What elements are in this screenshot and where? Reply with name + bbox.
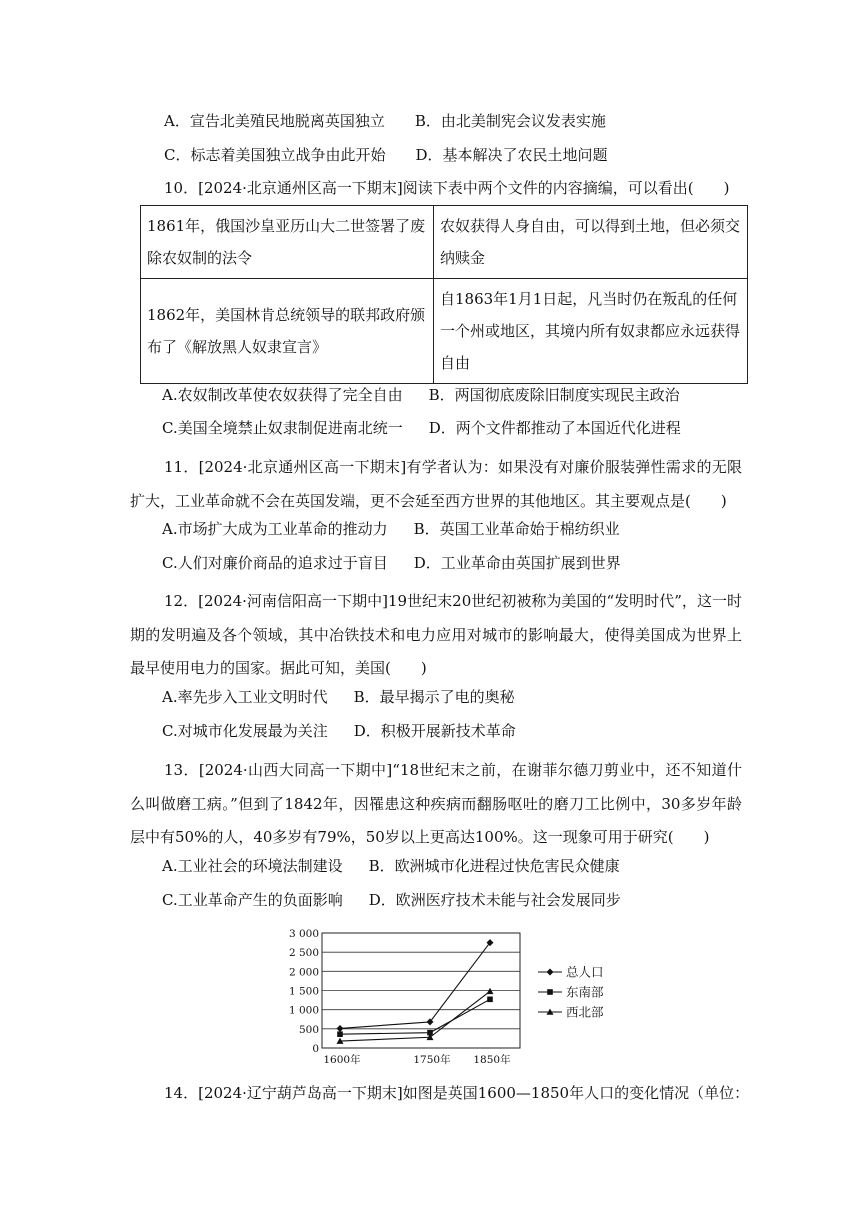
q12-options-row1 bbox=[162, 687, 515, 707]
chart-x-tick-label: 1750年 bbox=[413, 1054, 451, 1066]
q11-option-d[interactable]: D．工业革命由英国扩展到世界 bbox=[413, 554, 621, 572]
q13-options-row1 bbox=[162, 856, 620, 876]
q10-stem: 10．[2024·北京通州区高一下期末]阅读下表中两个文件的内容摘编，可以看出( ) bbox=[164, 179, 730, 197]
chart-point-square bbox=[487, 997, 493, 1003]
q10-options-row2 bbox=[162, 418, 681, 438]
q9-option-c[interactable]: C．标志着美国独立战争由此开始 bbox=[164, 146, 386, 164]
q12-option-a[interactable]: A.率先步入工业文明时代 bbox=[162, 688, 328, 706]
table-row bbox=[141, 206, 748, 279]
population-line-chart bbox=[280, 925, 620, 1070]
chart-y-tick-label: 2 000 bbox=[288, 966, 319, 979]
q10-option-d[interactable]: D．两个文件都推动了本国近代化进程 bbox=[428, 419, 681, 437]
q11-option-b[interactable]: B．英国工业革命始于棉纺织业 bbox=[413, 520, 620, 538]
table-cell: 1862年，美国林肯总统领导的联邦政府颁布了《解放黑人奴隶宣言》 bbox=[141, 279, 434, 384]
legend-label: 东南部 bbox=[566, 984, 604, 1000]
q11-option-a[interactable]: A.市场扩大成为工业革命的推动力 bbox=[162, 520, 388, 538]
q13-option-b[interactable]: B．欧洲城市化进程过快危害民众健康 bbox=[368, 857, 620, 875]
q9-option-a[interactable]: A．宣告北美殖民地脱离英国独立 bbox=[164, 112, 385, 130]
q9-options-row1 bbox=[164, 111, 606, 131]
q12-option-b[interactable]: B．最早揭示了电的奥秘 bbox=[353, 688, 515, 706]
chart-y-tick-label: 3 000 bbox=[288, 928, 319, 940]
q10-option-c[interactable]: C.美国全境禁止奴隶制促进南北统一 bbox=[162, 419, 403, 437]
q11-options-row2 bbox=[162, 553, 621, 573]
q14-stem: 14．[2024·辽宁葫芦岛高一下期末]如图是英国1600—1850年人口的变化情况（单位： bbox=[164, 1084, 750, 1102]
chart-series bbox=[337, 939, 494, 1044]
chart-series-line bbox=[340, 943, 490, 1029]
chart-x-tick-labels bbox=[323, 1053, 511, 1066]
q13-options-row2 bbox=[162, 890, 621, 910]
q10-option-b[interactable]: B．两国彻底废除旧制度实现民主政治 bbox=[428, 386, 680, 404]
legend-label: 西北部 bbox=[566, 1004, 604, 1020]
q13-stem: 13．[2024·山西大同高一下期中]“18世纪末之前，在谢菲尔德刀剪业中，还不知道什么叫做磨工病。”但到了1842年，因罹患这种疾病而翻肠呕吐的磨刀工比例中，30多岁年龄层中有50%的人，40多岁有79%，50岁以上更高达100%。这一现象可用于研究( ) bbox=[130, 761, 742, 846]
q10-options-row1 bbox=[162, 385, 680, 405]
chart-y-tick-labels bbox=[289, 928, 319, 1055]
q11-options-row1 bbox=[162, 519, 620, 539]
chart-x-tick-label: 1850年 bbox=[473, 1054, 511, 1066]
q9-option-b[interactable]: B．由北美制宪会议发表实施 bbox=[414, 112, 606, 130]
q13-option-c[interactable]: C.工业革命产生的负面影响 bbox=[162, 891, 343, 909]
chart-y-tick-label: 0 bbox=[312, 1043, 319, 1055]
chart-point-square bbox=[337, 1031, 343, 1037]
q9-options-row2 bbox=[164, 145, 608, 165]
q13-option-d[interactable]: D．欧洲医疗技术未能与社会发展同步 bbox=[368, 891, 621, 909]
chart-y-tick-label: 2 500 bbox=[288, 947, 319, 960]
chart-y-tick-label: 1 000 bbox=[288, 1004, 319, 1017]
q10-document-table bbox=[140, 205, 748, 384]
chart-point-diamond bbox=[547, 969, 554, 976]
table-cell: 1861年，俄国沙皇亚历山大二世签署了废除农奴制的法令 bbox=[141, 206, 434, 279]
chart-point-square bbox=[547, 989, 553, 995]
q11-option-c[interactable]: C.人们对廉价商品的追求过于盲目 bbox=[162, 554, 388, 572]
chart-point-triangle bbox=[487, 988, 494, 994]
table-row bbox=[141, 279, 748, 384]
q9-option-d[interactable]: D．基本解决了农民土地问题 bbox=[415, 146, 608, 164]
chart-legend bbox=[538, 965, 604, 1020]
q12-stem: 12．[2024·河南信阳高一下期中]19世纪末20世纪初被称为美国的“发明时代”，这一时期的发明遍及各个领域，其中冶铁技术和电力应用对城市的影响最大，使得美国成为世界上最早使用电力的国家。据此可知，美国( ) bbox=[130, 592, 742, 677]
chart-point-diamond bbox=[337, 1025, 344, 1032]
q11-stem: 11．[2024·北京通州区高一下期末]有学者认为：如果没有对廉价服装弹性需求的无限扩大，工业革命就不会在英国发端，更不会延至西方世界的其他地区。其主要观点是( ) bbox=[130, 458, 742, 510]
q10-option-a[interactable]: A.农奴制改革使农奴获得了完全自由 bbox=[162, 386, 403, 404]
table-cell: 农奴获得人身自由，可以得到土地，但必须交纳赎金 bbox=[434, 206, 748, 279]
chart-x-tick-label: 1600年 bbox=[323, 1054, 361, 1066]
q12-option-c[interactable]: C.对城市化发展最为关注 bbox=[162, 722, 328, 740]
legend-label: 总人口 bbox=[566, 964, 604, 980]
q12-option-d[interactable]: D．积极开展新技术革命 bbox=[353, 722, 516, 740]
table-cell: 自1863年1月1日起，凡当时仍在叛乱的任何一个州或地区，其境内所有奴隶都应永远获得自由 bbox=[434, 279, 748, 384]
chart-y-tick-label: 1 500 bbox=[288, 985, 319, 998]
chart-y-tick-label: 500 bbox=[298, 1023, 319, 1036]
q13-option-a[interactable]: A.工业社会的环境法制建设 bbox=[162, 857, 343, 875]
q12-options-row2 bbox=[162, 721, 516, 741]
